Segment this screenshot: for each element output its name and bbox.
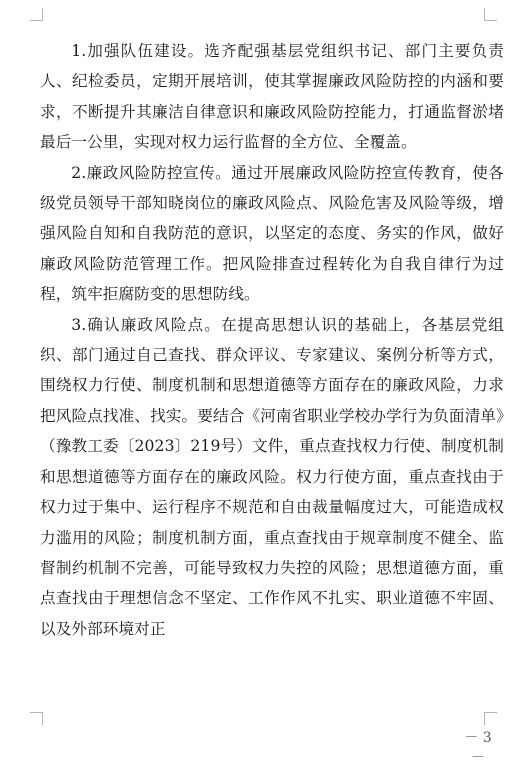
paragraph-team-building: 1.加强队伍建设。选齐配强基层党组织书记、部门主要负责人、纪检委员，定期开展培训，使其掌握廉政风险防控的内涵和要求，不断提升其廉洁自律意识和廉政风险防控能力，打通监督淤堵最后一公里，实现对权力运行监督的全方位、全覆盖。 xyxy=(40,42,504,152)
crop-mark-top-left xyxy=(30,8,43,21)
crop-mark-bottom-right xyxy=(484,712,497,725)
page-number: － 3 － xyxy=(464,730,492,766)
paragraph-risk-points: 3.确认廉政风险点。在提高思想认识的基础上，各基层党组织、部门通过自己查找、群众评议、专家建议、案例分析等方式，围绕权力行使、制度机制和思想道德等方面存在的廉政风险，力求把风险点找准、找实。要结合《河南省职业学校办学行为负面清单》（豫教工委〔2023〕219号）文件，重点查找权力行使、制度机制和思想道德等方面存在的廉政风险。权力行使方面，重点查找由于权力过于集中、运行程序不规范和自由裁量幅度过大，可能造成权力滥用的风险；制度机制方面，重点查找由于规章制度不健全、监督制约机制不完善，可能导致权力失控的风险；思想道德方面，重点查找由于理想信念不坚定、工作作风不扎实、职业道德不牢固、以及外部环境对正 xyxy=(40,315,504,638)
crop-mark-top-right xyxy=(484,8,497,21)
paragraph-risk-publicity: 2.廉政风险防控宣传。通过开展廉政风险防控宣传教育，使各级党员领导干部知晓岗位的廉政风险点、风险危害及风险等级，增强风险自知和自我防范的意识，以坚定的态度、务实的作风，做好廉政风险防范管理工作。把风险排查过程转化为自我自律行为过程，筑牢拒腐防变的思想防线。 xyxy=(40,163,504,304)
crop-mark-bottom-left xyxy=(30,712,43,725)
document-body xyxy=(40,36,504,644)
